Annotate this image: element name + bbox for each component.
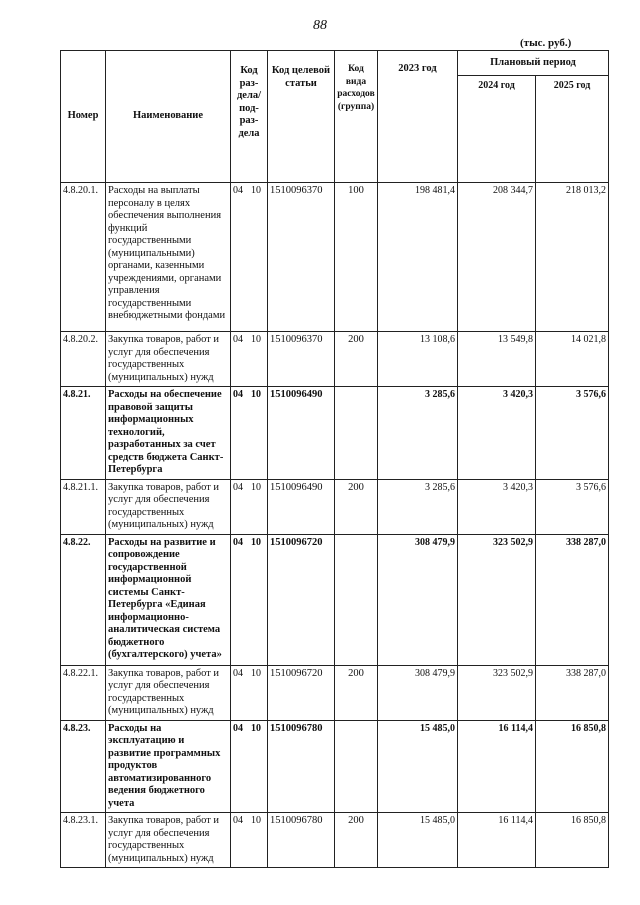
row-value-2025: 3 576,6 [536, 387, 609, 480]
row-value-2024: 16 114,4 [458, 720, 536, 813]
row-section: 04 10 [231, 387, 268, 480]
table-row [61, 720, 609, 813]
header-number: Номер [61, 51, 106, 183]
row-name: Закупка товаров, работ и услуг для обеспечения государственных (муниципальных) нужд [106, 665, 231, 720]
row-value-2024: 3 420,3 [458, 479, 536, 534]
row-value-2025: 338 287,0 [536, 665, 609, 720]
row-expense-kind: 200 [335, 332, 378, 387]
row-target-code: 1510096780 [268, 720, 335, 813]
row-number: 4.8.21. [61, 387, 106, 480]
header-section-code: Код раз-дела/ под-раз-дела [231, 51, 268, 183]
row-value-2023: 15 485,0 [378, 813, 458, 868]
page-number: 88 [313, 18, 327, 33]
row-target-code: 1510096370 [268, 332, 335, 387]
row-name: Расходы на развитие и сопровождение государственной информационной системы Санкт-Петербурга «Единая информационно-аналитическая система бюджетного (бухгалтерского) учета» [106, 534, 231, 665]
units-label: (тыс. руб.) [520, 37, 572, 49]
row-name: Расходы на выплаты персоналу в целях обеспечения выполнения функций государственными (муниципальными) органами, казенными учреждениями, органами управления государственными внебюджетными фондами [106, 183, 231, 332]
row-number: 4.8.22.1. [61, 665, 106, 720]
row-target-code: 1510096490 [268, 387, 335, 480]
table-row [61, 479, 609, 534]
row-value-2023: 15 485,0 [378, 720, 458, 813]
row-section: 04 10 [231, 534, 268, 665]
row-value-2025: 14 021,8 [536, 332, 609, 387]
row-expense-kind: 100 [335, 183, 378, 332]
budget-table [60, 50, 609, 868]
row-section: 04 10 [231, 332, 268, 387]
row-section: 04 10 [231, 813, 268, 868]
row-expense-kind: 200 [335, 665, 378, 720]
row-name: Закупка товаров, работ и услуг для обеспечения государственных (муниципальных) нужд [106, 813, 231, 868]
row-section: 04 10 [231, 183, 268, 332]
row-value-2024: 323 502,9 [458, 534, 536, 665]
row-value-2024: 208 344,7 [458, 183, 536, 332]
table-row [61, 332, 609, 387]
row-name: Расходы на обеспечение правовой защиты информационных технологий, разработанных за счет средств бюджета Санкт-Петербурга [106, 387, 231, 480]
row-target-code: 1510096490 [268, 479, 335, 534]
header-year-2023: 2023 год [378, 51, 458, 183]
row-section: 04 10 [231, 720, 268, 813]
row-number: 4.8.21.1. [61, 479, 106, 534]
row-number: 4.8.23. [61, 720, 106, 813]
row-expense-kind [335, 720, 378, 813]
row-value-2023: 3 285,6 [378, 387, 458, 480]
header-year-2024: 2024 год [458, 76, 536, 183]
row-name: Закупка товаров, работ и услуг для обеспечения государственных (муниципальных) нужд [106, 479, 231, 534]
row-name: Расходы на эксплуатацию и развитие программных продуктов автоматизированного ведения бюджетного учета [106, 720, 231, 813]
row-expense-kind [335, 387, 378, 480]
table-row [61, 183, 609, 332]
row-value-2024: 13 549,8 [458, 332, 536, 387]
row-value-2025: 218 013,2 [536, 183, 609, 332]
table-row [61, 534, 609, 665]
row-value-2023: 3 285,6 [378, 479, 458, 534]
row-value-2025: 16 850,8 [536, 813, 609, 868]
row-target-code: 1510096720 [268, 665, 335, 720]
row-section: 04 10 [231, 665, 268, 720]
row-value-2025: 3 576,6 [536, 479, 609, 534]
row-value-2025: 338 287,0 [536, 534, 609, 665]
row-number: 4.8.20.2. [61, 332, 106, 387]
table-row [61, 813, 609, 868]
table-row [61, 665, 609, 720]
row-expense-kind: 200 [335, 479, 378, 534]
row-expense-kind [335, 534, 378, 665]
header-plan-period: Плановый период [458, 51, 609, 76]
table-row [61, 387, 609, 480]
header-target-code: Код целевой статьи [268, 51, 335, 183]
row-number: 4.8.22. [61, 534, 106, 665]
row-target-code: 1510096780 [268, 813, 335, 868]
row-value-2023: 308 479,9 [378, 534, 458, 665]
row-value-2024: 3 420,3 [458, 387, 536, 480]
header-name: Наименование [106, 51, 231, 183]
header-year-2025: 2025 год [536, 76, 609, 183]
row-value-2023: 13 108,6 [378, 332, 458, 387]
row-number: 4.8.23.1. [61, 813, 106, 868]
row-target-code: 1510096370 [268, 183, 335, 332]
row-value-2023: 198 481,4 [378, 183, 458, 332]
header-expense-code: Код вида расходов (группа) [335, 51, 378, 183]
row-target-code: 1510096720 [268, 534, 335, 665]
row-value-2024: 323 502,9 [458, 665, 536, 720]
row-name: Закупка товаров, работ и услуг для обеспечения государственных (муниципальных) нужд [106, 332, 231, 387]
row-value-2025: 16 850,8 [536, 720, 609, 813]
row-value-2024: 16 114,4 [458, 813, 536, 868]
row-value-2023: 308 479,9 [378, 665, 458, 720]
row-expense-kind: 200 [335, 813, 378, 868]
row-number: 4.8.20.1. [61, 183, 106, 332]
row-section: 04 10 [231, 479, 268, 534]
